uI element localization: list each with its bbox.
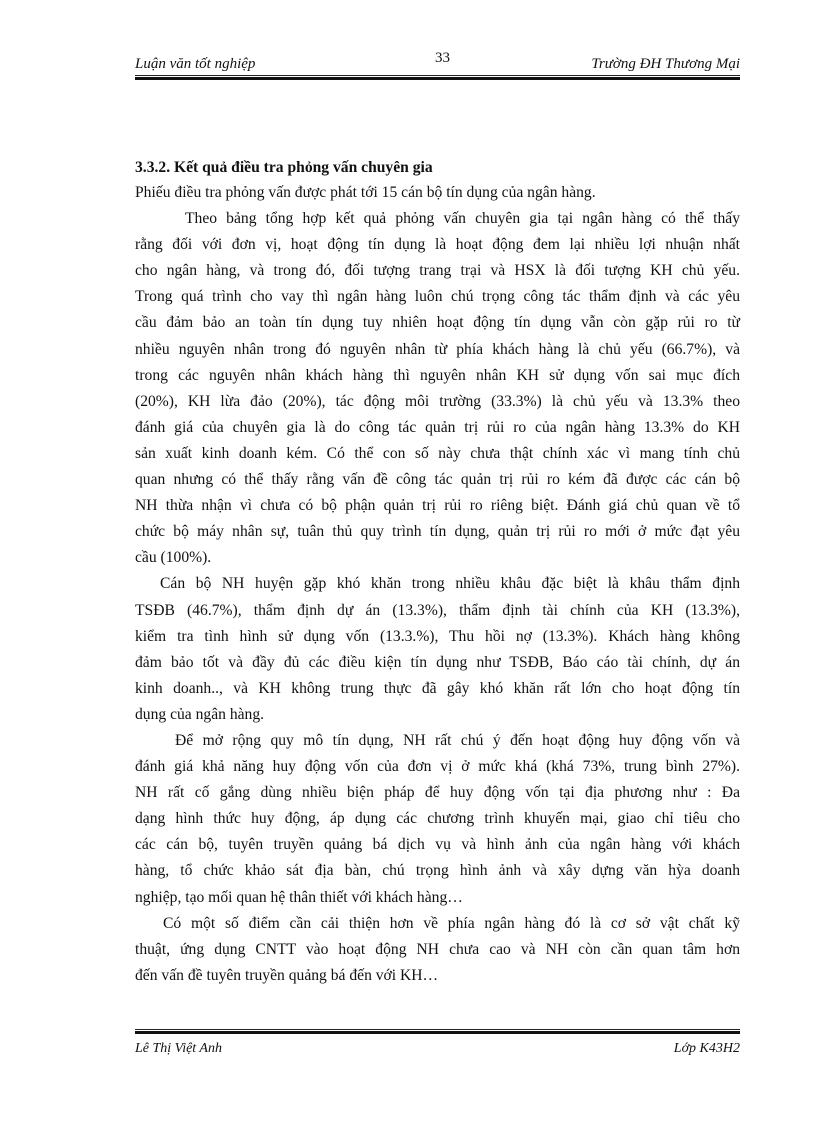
page-body bbox=[135, 156, 740, 989]
text-line: cầu đảm bảo an toàn tín dụng tuy nhiên hoạt động tín dụng vẫn còn gặp rủi ro từ bbox=[135, 314, 740, 332]
text-line: NH thừa nhận vì chưa có bộ phận quản trị rủi ro riêng biệt. Đánh giá chủ quan về tổ bbox=[135, 497, 740, 515]
text-line: đánh giá khả năng huy động vốn của đơn vị ở mức khá (khá 73%, trung bình 27%). bbox=[135, 758, 740, 776]
text-line: kinh doanh.., và KH không trung thực đã gây khó khăn rất lớn cho hoạt động tín bbox=[135, 679, 740, 697]
text-line: Để mở rộng quy mô tín dụng, NH rất chú ý đến hoạt động huy động vốn và bbox=[175, 731, 740, 749]
text-line: NH rất cố gắng dùng nhiều biện pháp để huy động vốn tại địa phương như : Đa bbox=[135, 784, 740, 802]
text-line: thuật, ứng dụng CNTT vào hoạt động NH chưa cao và NH còn cần quan tâm hơn bbox=[135, 940, 740, 958]
paragraph bbox=[135, 180, 740, 206]
text-line: (20%), KH lừa đảo (20%), tác động môi trường (33.3%) là chủ yếu và 13.3% theo bbox=[135, 392, 740, 410]
text-line: Phiếu điều tra phỏng vấn được phát tới 15 cán bộ tín dụng của ngân hàng. bbox=[135, 184, 596, 201]
paragraph bbox=[135, 911, 740, 989]
page-footer bbox=[135, 1041, 740, 1057]
text-line: TSĐB (46.7%), thẩm định dự án (13.3%), thẩm định tài chính của KH (13.3%), bbox=[135, 601, 740, 619]
paragraph bbox=[135, 571, 740, 728]
header-rule bbox=[135, 75, 740, 80]
text-line: Cán bộ NH huyện gặp khó khăn trong nhiều khâu đặc biệt là khâu thẩm định bbox=[160, 575, 740, 593]
text-line: Theo bảng tổng hợp kết quả phỏng vấn chuyên gia tại ngân hàng có thể thấy bbox=[185, 210, 740, 228]
text-line: dụng của ngân hàng. bbox=[135, 705, 265, 723]
paragraph bbox=[135, 206, 740, 571]
text-line: dạng hình thức huy động, áp dụng các chương trình khuyến mại, giao chỉ tiêu cho bbox=[135, 810, 740, 828]
page-number: 33 bbox=[435, 50, 450, 66]
text-line: Trong quá trình cho vay thì ngân hàng luôn chú trọng công tác thẩm định và các yêu bbox=[135, 288, 740, 306]
header-university: Trường ĐH Thương Mại bbox=[591, 56, 740, 72]
text-line: rằng đối với đơn vị, hoạt động tín dụng là hoạt động đem lại nhiều lợi nhuận nhất bbox=[135, 236, 740, 254]
text-line: đảm bảo tốt và đầy đủ các điều kiện tín dụng như TSĐB, Báo cáo tài chính, dự án bbox=[135, 653, 740, 671]
text-line: chức bộ máy nhân sự, tuân thủ quy trình tín dụng, quản trị rủi ro mới ở mức đạt yêu bbox=[135, 523, 740, 541]
text-line: các cán bộ, tuyên truyền quảng bá dịch vụ và hình ảnh của ngân hàng với khách bbox=[135, 836, 740, 854]
text-line: trong các nguyên nhân khách hàng thì nguyên nhân KH sử dụng vốn sai mục đích bbox=[135, 366, 740, 384]
footer-author: Lê Thị Việt Anh bbox=[135, 1041, 222, 1056]
text-line: kiểm tra tình hình sử dụng vốn (13.3.%), Thu hồi nợ (13.3%). Khách hàng không bbox=[135, 627, 740, 645]
text-line: cầu (100%). bbox=[135, 549, 212, 567]
text-line: cho ngân hàng, và trong đó, đối tượng trang trại và HSX là đối tượng KH chủ yếu. bbox=[135, 262, 740, 280]
header-thesis-label: Luận văn tốt nghiệp bbox=[135, 56, 256, 72]
text-line: nhiều nguyên nhân trong đó nguyên nhân từ phía khách hàng là chủ yếu (66.7%), và bbox=[135, 340, 740, 358]
text-line: nghiệp, tạo mối quan hệ thân thiết với khách hàng… bbox=[135, 888, 463, 906]
text-line: sản xuất kinh doanh kém. Có thể con số này chưa thật chính xác vì mang tính chủ bbox=[135, 444, 740, 462]
footer-class: Lớp K43H2 bbox=[673, 1041, 740, 1056]
text-line: đến vấn đề tuyên truyền quảng bá đến với KH… bbox=[135, 966, 439, 984]
text-line: Có một số điểm cần cải thiện hơn về phía ngân hàng đó là cơ sở vật chất kỹ bbox=[163, 914, 740, 932]
paragraph bbox=[135, 728, 740, 911]
text-line: đánh giá của chuyên gia là do công tác quản trị rủi ro của ngân hàng 13.3% do KH bbox=[135, 418, 740, 436]
text-line: hàng, tổ chức khảo sát địa bàn, chú trọng hình ảnh và xây dựng văn hỳa doanh bbox=[135, 862, 740, 880]
page-header bbox=[135, 50, 740, 74]
text-line: quan nhưng có thể thấy rằng vấn đề công tác quản trị rủi ro kém đã được các cán bộ bbox=[135, 471, 740, 489]
footer-rule bbox=[135, 1029, 740, 1034]
section-title: 3.3.2. Kết quả điều tra phỏng vấn chuyên gia bbox=[135, 159, 433, 176]
